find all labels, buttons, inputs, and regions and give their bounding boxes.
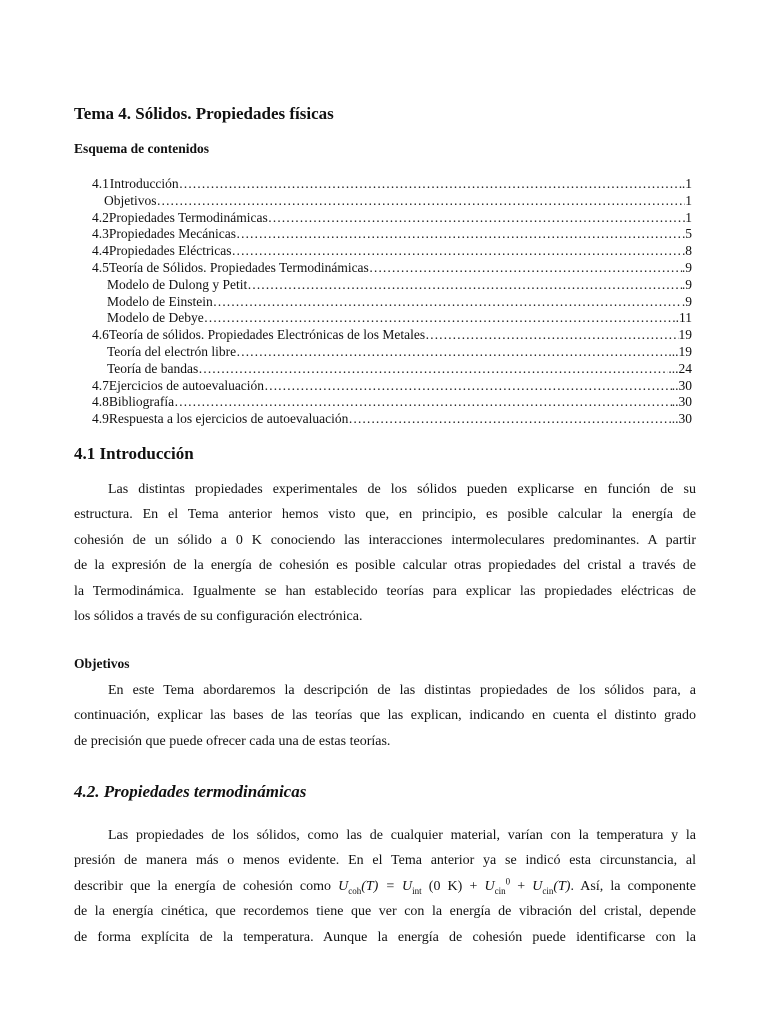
paragraph-objetivos [74,678,696,754]
text-line: de precisión que puede ofrecer cada una de estas teorías. [74,733,391,749]
toc-dot-leader [236,343,668,360]
text-run: . Así, la componente [570,878,696,894]
toc-entry-number: 4.9 [92,411,109,427]
text-line: de la expresión de la energía de cohesión es posible calcular otras propiedades del cristal a través de [74,558,696,574]
text-line: de la energía cinética, que recordemos tiene que ver con la energía de vibración del cristal, depende [74,904,696,920]
toc-dot-leader [268,209,685,226]
toc-entry-page: ..30 [671,411,692,427]
toc-dot-leader [348,410,671,427]
toc-entry[interactable] [107,360,692,377]
toc-entry-number: 4.2 [92,209,109,225]
toc-entry[interactable] [92,410,692,427]
toc-dot-leader [369,259,682,276]
toc-entry[interactable] [107,293,692,310]
text-line: Las propiedades de los sólidos, como las de cualquier material, varían con la temperatura y la [108,828,696,843]
toc-entry[interactable] [107,309,692,326]
toc-dot-leader [236,225,685,242]
toc-dot-leader [264,377,672,394]
equation-symbol: U [484,878,495,894]
section-heading-objetivos: Objetivos [74,656,130,671]
toc-entry-page: 19 [678,327,692,343]
toc-entry-page: .9 [681,276,692,292]
toc-entry-page: .9 [681,293,692,309]
toc-entry-label: Teoría de bandas [107,360,199,376]
toc-entry-page: 1 [685,192,692,208]
toc-entry-number: 4.6 [92,327,109,343]
paragraph-introduccion [74,477,696,629]
text-line: En este Tema abordaremos la descripción de las distintas propiedades de los sólidos para, a [108,683,696,698]
toc-entry-page: ..30 [671,394,692,410]
text-line: presión de manera más o menos evidente. En el Tema anterior ya se indicó esta circunstancia, al [74,853,696,869]
equation-subscript: int [412,885,422,896]
document-title: Tema 4. Sólidos. Propiedades físicas [74,104,334,123]
toc-entry-page: 5 [685,226,692,242]
toc-entry-page: ...19 [668,344,692,359]
toc-entry-label: Objetivos [104,192,157,208]
toc-entry-label: Ejercicios de autoevaluación [108,377,265,393]
equation-text: + [510,878,533,894]
toc-entry[interactable] [92,209,692,226]
toc-entry[interactable] [107,276,692,293]
toc-dot-leader [174,393,672,410]
toc-entry-number: 4.5 [92,260,109,275]
toc-entry-page: ..30 [671,377,692,393]
toc-entry-label: Respuesta a los ejercicios de autoevaluación [108,411,349,427]
toc-dot-leader [204,309,673,326]
toc-entry[interactable] [107,343,692,360]
toc-dot-leader [157,192,686,209]
toc-entry-label: Teoría de sólidos. Propiedades Electrónicas de los Metales [108,327,426,343]
toc-entry-page: 8 [685,243,692,259]
text-line-equation [74,874,696,899]
text-line: estructura. En el Tema anterior hemos visto que, en principio, es posible calcular la energía de [74,507,696,523]
equation-symbol: U [338,878,349,894]
toc-entry-number: 4.7 [92,377,109,393]
toc-entry-label: Introducción [109,176,179,191]
toc-dot-leader [179,175,682,192]
toc-entry-label: Modelo de Debye [107,310,204,326]
toc-entry-label: Modelo de Einstein [107,293,213,309]
toc-entry[interactable] [92,259,692,276]
toc-entry-label: Propiedades Termodinámicas [108,209,268,225]
paragraph-termodinamicas [74,823,696,950]
toc-entry-label: Bibliografía [108,394,175,410]
toc-entry[interactable] [92,326,692,343]
toc-entry-label: Teoría del electrón libre [107,344,237,359]
text-line: los sólidos a través de su configuración electrónica. [74,608,363,624]
equation-text: (T) [553,878,571,894]
section-heading-termodinamicas: 4.2. Propiedades termodinámicas [74,782,307,801]
text-line: la Termodinámica. Igualmente se han establecido teorías para explicar las propiedades eléctricas de [74,583,696,599]
toc-dot-leader [231,242,685,259]
toc-entry-number: 4.8 [92,394,109,410]
toc-entry-label: Propiedades Mecánicas [108,226,236,242]
text-line: Las distintas propiedades experimentales de los sólidos pueden explicarse en función de su [108,482,696,497]
toc-entry-number: 4.1 [92,176,109,191]
toc-entry-number: 4.3 [92,226,109,242]
toc-dot-leader [213,293,682,310]
text-line: continuación, explicar las bases de las teorías que las explican, indicando en cuenta el distinto grado [74,708,696,724]
text-line: cohesión de un sólido a 0 K conociendo las interacciones intermoleculares predominantes. A partir [74,532,696,548]
toc-entry-label: Modelo de Dulong y Petit [107,276,248,292]
equation-text: (T) = [361,878,403,894]
equation-subscript: coh [348,885,362,896]
toc-dot-leader [425,326,678,343]
toc-entry[interactable] [92,175,692,192]
text-run: describir que la energía de cohesión como [74,878,339,894]
toc-entry-page: ..11 [672,310,692,326]
toc-entry-label: Teoría de Sólidos. Propiedades Termodinámicas [108,260,369,275]
toc-dot-leader [247,276,682,293]
toc-entry-label: Propiedades Eléctricas [108,243,232,259]
toc-entry-page: 1 [685,209,692,225]
toc-entry[interactable] [92,225,692,242]
text-line: de forma explícita de la temperatura. Aunque la energía de cohesión puede identificarse con la [74,929,696,945]
toc-heading: Esquema de contenidos [74,141,210,156]
toc-entry[interactable] [104,192,692,209]
equation-symbol: U [532,878,543,894]
equation-superscript: 0 [505,876,511,887]
toc-entry-page: ...24 [668,360,692,376]
equation-text: (0 K) + [421,878,485,894]
toc-entry-page: .9 [681,260,692,275]
toc-entry[interactable] [92,393,692,410]
toc-entry-number: 4.4 [92,243,109,259]
equation-subscript: cin [542,885,554,896]
equation-symbol: U [402,878,413,894]
toc-entry[interactable] [92,242,692,259]
section-heading-introduccion: 4.1 Introducción [74,444,194,463]
toc-dot-leader [198,360,668,377]
toc-entry-page: .1 [681,176,692,191]
toc-entry[interactable] [92,377,692,394]
equation-subscript: cin [494,885,506,896]
